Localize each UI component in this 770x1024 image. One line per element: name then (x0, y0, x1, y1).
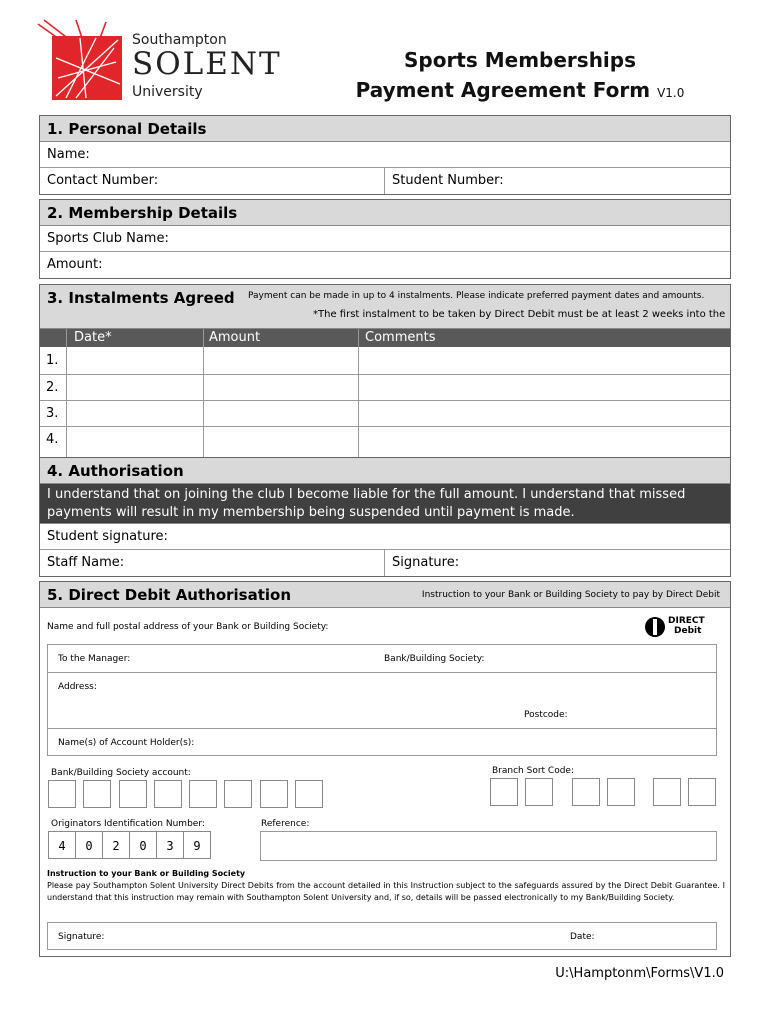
staff-signature-field[interactable]: Signature: (384, 550, 731, 576)
row-number: 1. (46, 353, 59, 368)
table-row[interactable] (40, 375, 730, 401)
section-heading: 2. Membership Details (40, 200, 730, 226)
footer-path: U:\Hamptonm\Forms\V1.0 (555, 966, 724, 981)
dd-signature-label: Signature: (58, 932, 105, 942)
section-heading-block (40, 285, 730, 329)
originator-digit: 2 (102, 831, 130, 859)
originator-digit: 4 (48, 831, 76, 859)
table-row[interactable] (40, 347, 730, 375)
col-comments: Comments (365, 330, 436, 345)
dd-logo-text-direct: DIRECT (668, 616, 705, 626)
row-number: 2. (46, 380, 59, 395)
account-digit-box[interactable] (260, 780, 288, 808)
form-title-line1: Sports Memberships (403, 48, 637, 72)
originator-digit: 0 (75, 831, 103, 859)
logo-text-university: University (132, 84, 203, 100)
instalment-note-1: Payment can be made in up to 4 instalments. Please indicate preferred payment dates and amounts. (248, 291, 705, 301)
account-holders-field[interactable] (48, 729, 716, 755)
form-version: V1.0 (657, 86, 685, 100)
section-heading: 1. Personal Details (40, 116, 730, 142)
name-field[interactable]: Name: (40, 142, 730, 168)
student-number-field[interactable]: Student Number: (384, 168, 731, 194)
to-manager-label: To the Manager: (58, 654, 131, 664)
account-digit-box[interactable] (119, 780, 147, 808)
signature-date-row[interactable] (47, 922, 717, 950)
staff-name-field[interactable]: Staff Name: (47, 555, 125, 570)
reference-label: Reference: (261, 819, 310, 829)
direct-debit-logo (644, 616, 718, 638)
table-header (40, 329, 730, 347)
section-instalments (39, 284, 731, 460)
direct-debit-icon (644, 616, 666, 638)
staff-row (40, 550, 730, 576)
section-direct-debit (39, 581, 731, 957)
sort-code-digit-box[interactable] (572, 778, 600, 806)
sort-code-digit-box[interactable] (688, 778, 716, 806)
account-digit-box[interactable] (83, 780, 111, 808)
section-heading-block (40, 582, 730, 608)
contact-row (40, 168, 730, 194)
table-row[interactable] (40, 401, 730, 427)
bank-society-label: Bank/Building Society: (384, 654, 485, 664)
dd-instruction-heading: Instruction to your Bank or Building Society to pay by Direct Debit (421, 590, 720, 600)
account-holders-label: Name(s) of Account Holder(s): (58, 738, 195, 748)
reference-field[interactable] (260, 831, 717, 861)
sort-code-label: Branch Sort Code: (492, 766, 574, 776)
originator-digit: 0 (129, 831, 157, 859)
logo-text-solent: SOLENT (132, 46, 282, 82)
liability-statement: I understand that on joining the club I become liable for the full amount. I understand that missed payments will result in my membership being suspended until payment is made. (40, 484, 730, 524)
sort-code-digit-box[interactable] (490, 778, 518, 806)
form-title-line2: Payment Agreement Form V1.0 (355, 78, 685, 102)
university-logo (36, 18, 282, 106)
instalment-table (40, 329, 730, 459)
bank-instruction-title: Instruction to your Bank or Building Society (47, 869, 246, 878)
logo-mark (36, 18, 128, 102)
section-membership-details (39, 199, 731, 279)
bank-details-box (47, 644, 717, 756)
section-heading: 5. Direct Debit Authorisation (47, 586, 292, 604)
address-label: Address: (58, 682, 97, 692)
row-number: 4. (46, 432, 59, 447)
sort-code-digit-box[interactable] (525, 778, 553, 806)
col-amount: Amount (209, 330, 261, 345)
account-digit-box[interactable] (48, 780, 76, 808)
account-digit-box[interactable] (295, 780, 323, 808)
bank-instruction-text: Please pay Southampton Solent University Direct Debits from the account detailed in this Instruction subject to the safeguards assured by the Direct Debit Guarantee. I understand that this instruction may remain with Southampton Solent University and, if so, details will be passed electronically to my Bank/Building Society. (47, 881, 725, 902)
bank-address-label: Name and full postal address of your Bank or Building Society: (47, 622, 329, 632)
account-number-label: Bank/Building Society account: (51, 768, 191, 778)
originator-digit: 9 (183, 831, 211, 859)
sort-code-digit-box[interactable] (607, 778, 635, 806)
account-digit-box[interactable] (189, 780, 217, 808)
bank-instruction (47, 868, 725, 904)
originator-digit: 3 (156, 831, 184, 859)
account-digit-box[interactable] (224, 780, 252, 808)
sort-code-digit-box[interactable] (653, 778, 681, 806)
section-personal-details (39, 115, 731, 195)
section-heading: 3. Instalments Agreed (47, 289, 235, 307)
sports-club-field[interactable]: Sports Club Name: (40, 226, 730, 252)
instalment-note-2: *The first instalment to be taken by Direct Debit must be at least 2 weeks into the (313, 309, 726, 320)
amount-field[interactable]: Amount: (47, 257, 103, 272)
dd-date-label: Date: (570, 932, 595, 942)
table-row[interactable] (40, 427, 730, 453)
address-field[interactable] (48, 673, 716, 729)
student-signature-field[interactable]: Student signature: (40, 524, 730, 550)
manager-row[interactable] (48, 645, 716, 673)
section-authorisation (39, 457, 731, 577)
originator-id-label: Originators Identification Number: (51, 819, 205, 829)
logo-text-southampton: Southampton (132, 32, 227, 48)
dd-logo-text-debit: Debit (674, 626, 702, 636)
account-digit-box[interactable] (154, 780, 182, 808)
col-date: Date* (74, 330, 112, 345)
contact-number-field[interactable]: Contact Number: (47, 173, 159, 188)
section-heading: 4. Authorisation (40, 458, 730, 484)
postcode-label: Postcode: (524, 710, 568, 720)
row-number: 3. (46, 406, 59, 421)
